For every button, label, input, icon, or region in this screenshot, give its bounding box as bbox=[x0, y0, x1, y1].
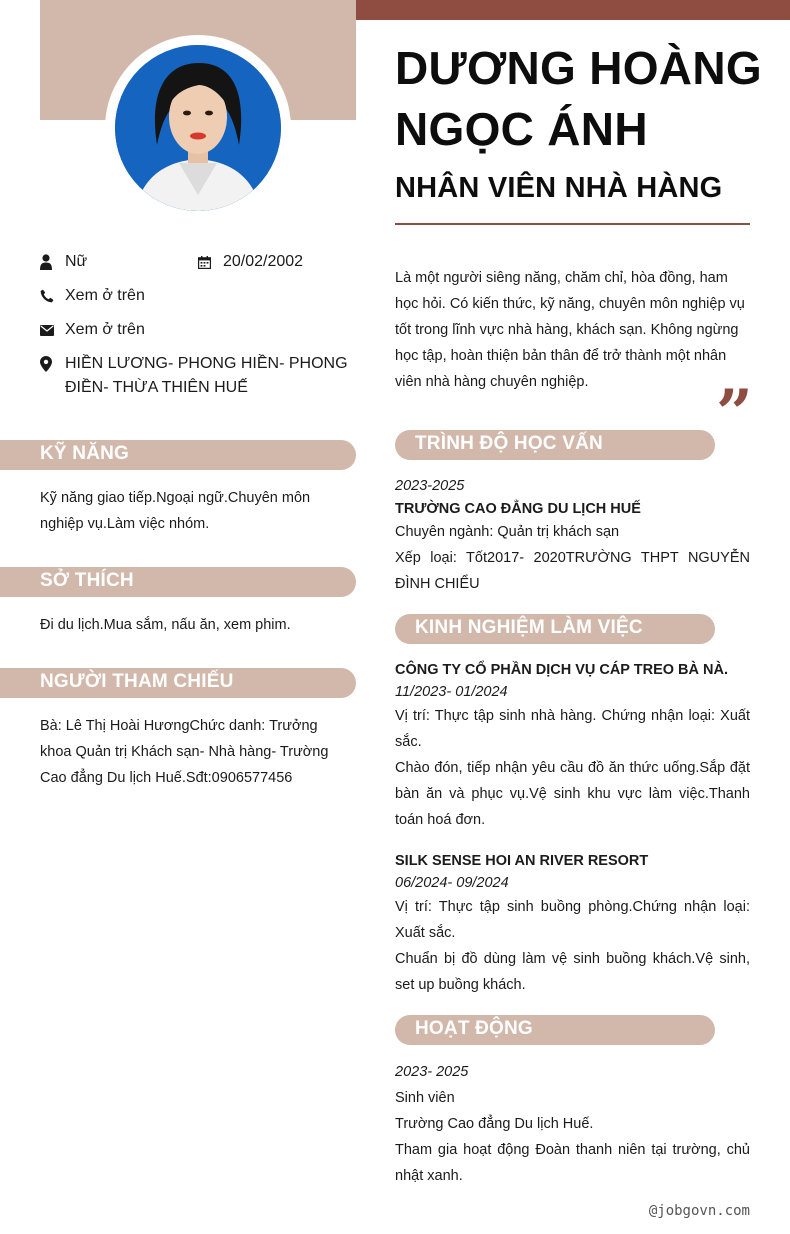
references-text: Bà: Lê Thị Hoài HươngChức danh: Trưởng khoa Quản trị Khách sạn- Nhà hàng- Trường Cao đẳng Du lịch Huế.Sđt:0906577456 bbox=[40, 718, 329, 786]
address-row bbox=[40, 352, 350, 400]
hobbies-heading-band bbox=[0, 567, 356, 597]
job-duties: Chuẩn bị đồ dùng làm vệ sinh buồng khách.Vệ sinh, set up buồng khách. bbox=[395, 951, 750, 993]
education-note: Xếp loại: Tốt2017- 2020TRƯỜNG THPT NGUYỄN ĐÌNH CHIỂU bbox=[395, 550, 750, 592]
location-pin-icon bbox=[40, 352, 65, 376]
skills-text: Kỹ năng giao tiếp.Ngoại ngữ.Chuyên môn nghiệp vụ.Làm việc nhóm. bbox=[40, 490, 311, 532]
job-period: 06/2024- 09/2024 bbox=[395, 875, 509, 891]
email-value: Xem ở trên bbox=[65, 321, 145, 338]
experience-job-1 bbox=[395, 659, 750, 833]
education-period: 2023-2025 bbox=[395, 478, 465, 494]
calendar-icon bbox=[198, 250, 223, 274]
person-icon bbox=[40, 250, 65, 274]
experience-heading-pill bbox=[395, 614, 715, 644]
education-entry bbox=[395, 473, 750, 597]
address-value: HIỀN LƯƠNG- PHONG HIỀN- PHONG ĐIỀN- THỪA THIÊN HUẾ bbox=[65, 355, 348, 396]
job-title: NHÂN VIÊN NHÀ HÀNG bbox=[395, 172, 723, 204]
phone-value: Xem ở trên bbox=[65, 287, 145, 304]
header-accent-bar bbox=[356, 0, 790, 20]
activities-role: Sinh viên bbox=[395, 1090, 455, 1106]
hobbies-heading: SỞ THÍCH bbox=[40, 570, 134, 591]
phone-row bbox=[40, 284, 145, 308]
job-company: SILK SENSE HOI AN RIVER RESORT bbox=[395, 853, 649, 869]
education-school: TRƯỜNG CAO ĐẲNG DU LỊCH HUẾ bbox=[395, 501, 641, 517]
birth-date-row bbox=[198, 250, 303, 274]
activities-heading-pill bbox=[395, 1015, 715, 1045]
activities-org: Trường Cao đẳng Du lịch Huế. bbox=[395, 1116, 594, 1132]
title-divider bbox=[395, 223, 750, 225]
experience-job-2 bbox=[395, 850, 750, 998]
candidate-name: DƯƠNG HOÀNG NGỌC ÁNH bbox=[395, 42, 762, 155]
references-heading-band bbox=[0, 668, 356, 698]
education-heading-pill bbox=[395, 430, 715, 460]
education-heading: TRÌNH ĐỘ HỌC VẤN bbox=[415, 433, 603, 454]
job-role: Vị trí: Thực tập sinh nhà hàng. Chứng nhận loại: Xuất sắc. bbox=[395, 708, 750, 750]
footer-watermark: @jobgovn.com bbox=[648, 1203, 750, 1219]
profile-summary: Là một người siêng năng, chăm chỉ, hòa đồng, ham học hỏi. Có kiến thức, kỹ năng, chuyên môn nghiệp vụ tốt trong lĩnh vực nhà hàng, khách sạn. Không ngừng học tập, hoàn thiện bản thân để trở thành một nhân viên nhà hàng chuyên nghiệp. bbox=[395, 270, 745, 390]
activities-entry bbox=[395, 1059, 750, 1189]
job-role: Vị trí: Thực tập sinh buồng phòng.Chứng nhận loại: Xuất sắc. bbox=[395, 899, 750, 941]
education-major: Chuyên ngành: Quản trị khách sạn bbox=[395, 524, 620, 540]
references-heading: NGƯỜI THAM CHIẾU bbox=[40, 671, 234, 692]
skills-heading-band bbox=[0, 440, 356, 470]
activities-desc: Tham gia hoạt động Đoàn thanh niên tại trường, chủ nhật xanh. bbox=[395, 1142, 750, 1184]
job-company: CÔNG TY CỔ PHẦN DỊCH VỤ CÁP TREO BÀ NÀ. bbox=[395, 662, 728, 678]
gender-row bbox=[40, 250, 87, 274]
job-period: 11/2023- 01/2024 bbox=[395, 684, 508, 700]
avatar bbox=[115, 45, 281, 211]
phone-icon bbox=[40, 284, 65, 308]
skills-heading: KỸ NĂNG bbox=[40, 443, 130, 464]
quote-icon: ” bbox=[716, 376, 753, 451]
gender-value: Nữ bbox=[65, 253, 88, 270]
job-duties: Chào đón, tiếp nhận yêu cầu đồ ăn thức uống.Sắp đặt bàn ăn và phục vụ.Vệ sinh khu vực làm việc.Thanh toán hoá đơn. bbox=[395, 760, 750, 828]
hobbies-text: Đi du lịch.Mua sắm, nấu ăn, xem phim. bbox=[40, 617, 291, 633]
activities-heading: HOẠT ĐỘNG bbox=[415, 1018, 533, 1039]
email-row bbox=[40, 318, 145, 342]
birth-date-value: 20/02/2002 bbox=[223, 253, 304, 270]
experience-heading: KINH NGHIỆM LÀM VIỆC bbox=[415, 617, 643, 638]
activities-period: 2023- 2025 bbox=[395, 1064, 469, 1080]
mail-icon bbox=[40, 318, 65, 342]
